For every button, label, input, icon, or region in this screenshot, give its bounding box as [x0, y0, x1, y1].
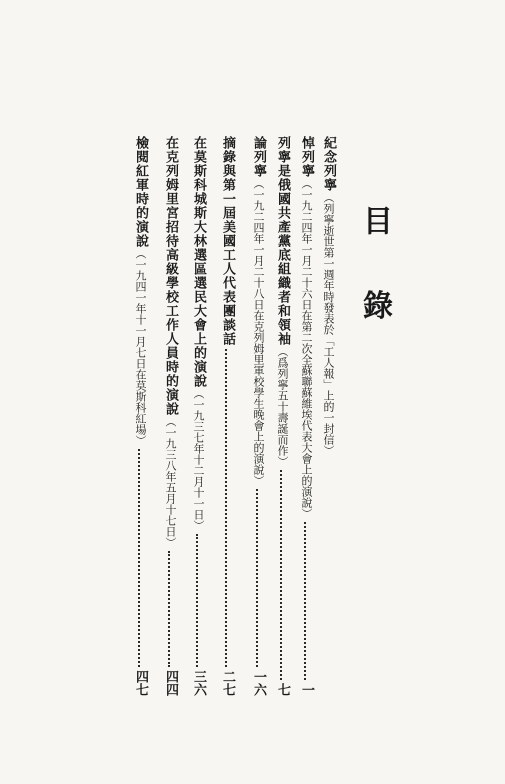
entry-note: （一九三七年十二月十一日）: [192, 388, 205, 531]
entry-note: （一九四一年十一月七日在莫斯科紅場）: [134, 248, 147, 446]
page-number: 一六: [251, 670, 266, 696]
entry-note: （一九三八年五月十七日）: [164, 416, 177, 548]
page-number: 三六: [191, 670, 206, 696]
leader-dots: [280, 470, 284, 680]
page-number: 二七: [220, 670, 235, 696]
entry-title: 在莫斯科城斯大林選區選民大會上的演說: [191, 136, 206, 388]
leader-dots: [196, 534, 200, 667]
entry-note: （列寧逝世第一週年時發表於「工人報」上的一封信）: [322, 192, 335, 456]
entry-title: 檢閱紅軍時的演說: [133, 136, 148, 248]
entry-title: 列寧是俄國共產黨底組織者和領袖: [275, 136, 290, 346]
leader-dots: [168, 551, 172, 667]
toc-entry[interactable]: [217, 136, 237, 696]
page-number: 四四: [163, 670, 178, 696]
entry-note: （一九二四年一月二十六日在第二次全蘇聯蘇維埃代表大會上的演說）: [300, 178, 313, 519]
toc-entry[interactable]: [130, 136, 150, 696]
entry-title: 紀念列寧: [321, 136, 336, 192]
page-number: 一: [299, 683, 314, 696]
toc-entry[interactable]: [318, 136, 338, 696]
entry-title: 論列寧: [251, 136, 266, 178]
leader-dots: [138, 449, 142, 667]
entry-title: 摘錄與第一屆美國工人代表團談話: [220, 136, 235, 346]
toc-entry[interactable]: [272, 136, 292, 696]
entry-note: （一九二四年一月二十八日在克列姆里軍校學生晚會上的演說）: [252, 178, 265, 486]
toc-entry[interactable]: [160, 136, 180, 696]
page-number: 七: [275, 683, 290, 696]
toc-entry[interactable]: [188, 136, 208, 696]
leader-dots: [256, 489, 260, 667]
page-title: 目 錄: [357, 205, 392, 342]
leader-dots: [225, 349, 229, 667]
toc-entry[interactable]: [296, 136, 316, 696]
entry-note: （爲列寧五十壽誕而作）: [276, 346, 289, 467]
entry-title: 悼列寧: [299, 136, 314, 178]
page-number: 四七: [133, 670, 148, 696]
toc-entry[interactable]: [248, 136, 268, 696]
leader-dots: [304, 522, 308, 680]
entry-title: 在克列姆里宮招待高級學校工作人員時的演說: [163, 136, 178, 416]
